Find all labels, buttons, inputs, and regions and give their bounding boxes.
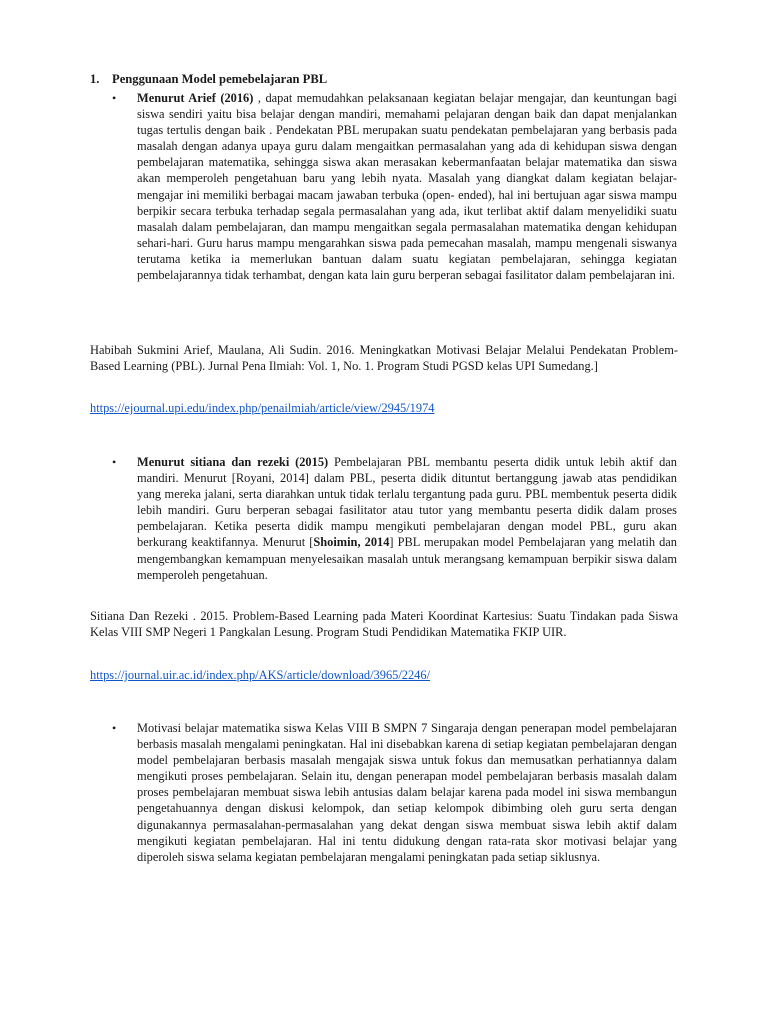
author-lead: Menurut Arief (2016) — [137, 91, 254, 105]
author-lead: Menurut sitiana dan rezeki (2015) — [137, 455, 329, 469]
bullet-item-sitiana — [112, 454, 677, 583]
section-heading — [90, 72, 327, 87]
heading-number: 1. — [90, 72, 100, 86]
bullet-icon: • — [112, 721, 117, 735]
reference-arief: Habibah Sukmini Arief, Maulana, Ali Sudin. 2016. Meningkatkan Motivasi Belajar Melalui Pendekatan Problem-Based Learning (PBL). Jurnal Pena Ilmiah: Vol. 1, No. 1. Program Studi PGSD kelas UPI Sumedang.] — [90, 343, 678, 374]
paragraph-arief — [137, 90, 677, 283]
link-journal-uir[interactable]: https://journal.uir.ac.id/index.php/AKS/article/download/3965/2246/ — [90, 668, 431, 682]
heading-title: Penggunaan Model pemebelajaran PBL — [112, 72, 328, 86]
paragraph-body-part2: ] PBL merupakan model Pembelajaran yang melatih dan mengembangkan kemampuan menyelesaikan masalah untuk merangsang kemampuan berpikir siswa dalam memperoleh pengetahuan. — [137, 535, 677, 582]
citation-bold: Shoimin, 2014 — [313, 535, 390, 550]
bullet-icon: • — [112, 91, 117, 105]
paragraph-body-part1: Pembelajaran PBL membantu peserta didik untuk lebih aktif dan mandiri. Menurut [Royani, 2014] dalam PBL, peserta didik dituntut bertanggung jawab atas pendidikan yang mereka jalani, serta diarahkan untuk tidak terlalu tergantung pada guru. PBL membentuk peserta didik lebih mandiri. Guru berperan sebagai fasilitator atau tutor yang membantu peserta didik dalam proses pembelajaran. Ketika peserta didik mampu mengikuti pembelajaran dengan model PBL, guru akan berkurang keaktifannya. Menurut [ — [137, 455, 677, 550]
bullet-item-arief — [112, 90, 677, 283]
paragraph-body: , dapat memudahkan pelaksanaan kegiatan belajar mengajar, dan keuntungan bagi siswa sendiri yaitu bisa belajar dengan mandiri, memahami pelajaran dengan baik dan dapat menjalankan tugas tertulis dengan baik . Pendekatan PBL merupakan suatu pendekatan pembelajaran yang berbasis pada masalah dengan adanya upaya guru dalam mengaitkan permasalahan yang ada di kehidupan siswa dengan pembelajaran matematika, sehingga siswa akan merasakan kebermanfaatan belajar matematika dan siswa akan memperoleh pengetahuan baru yang lebih nyata. Masalah yang diangkat dalam kegiatan belajar-mengajar ini memiliki berbagai macam jawaban terbuka (open- ended), hal ini bertujuan agar siswa mampu berpikir secara terbuka terhadap segala permasalahan yang ada, ikut terlibat aktif dalam menyelidiki suatu masalah dalam pembelajaran, dan mampu mengaitkan segala permasalahan matematika dengan kehidupan sehari-hari. Guru harus mampu mengarahkan siswa pada pemecahan masalah, mampu mengenali siswanya terutama ketika ia memerlukan bantuan dalam suatu kegiatan pembelajaran, sehingga kegiatan pembelajarannya tidak terhambat, dengan kata lain guru berperan sebagai fasilitator dalam pembelajaran ini. — [137, 91, 677, 283]
paragraph-sitiana — [137, 454, 677, 583]
paragraph-motivasi: Motivasi belajar matematika siswa Kelas VIII B SMPN 7 Singaraja dengan penerapan model pembelajaran berbasis masalah mengalami peningkatan. Hal ini disebabkan karena di setiap kegiatan pembelajaran dengan model pembelajaran berbasis masalah mengajak siswa untuk fokus dan memusatkan perhatiannya dalam mengikuti proses pembelajaran. Selain itu, dengan penerapan model pembelajaran berbasis masalah dalam proses pembelajaran membuat siswa lebih antusias dalam belajar karena pada model ini siswa membangun pengetahuannya dengan diskusi kelompok, dan setiap kelompok dibimbing oleh guru serta dengan digunakannya permasalahan-permasalahan yang dekat dengan siswa membuat siswa lebih aktif dalam mengikuti kegiatan pembelajaran. Hal ini tentu didukung dengan rata-rata skor motivasi belajar yang diperoleh siswa selama kegiatan pembelajaran mengalami peningkatan pada setiap siklusnya. — [137, 721, 677, 864]
link-ejournal-upi[interactable]: https://ejournal.upi.edu/index.php/penailmiah/article/view/2945/1974 — [90, 401, 435, 415]
bullet-icon: • — [112, 455, 117, 469]
reference-sitiana: Sitiana Dan Rezeki . 2015. Problem-Based Learning pada Materi Koordinat Kartesius: Suatu Tindakan pada Siswa Kelas VIII SMP Negeri 1 Pangkalan Lesung. Program Studi Pendidikan Matematika FKIP UIR. — [90, 609, 678, 640]
bullet-item-motivasi — [112, 720, 677, 865]
